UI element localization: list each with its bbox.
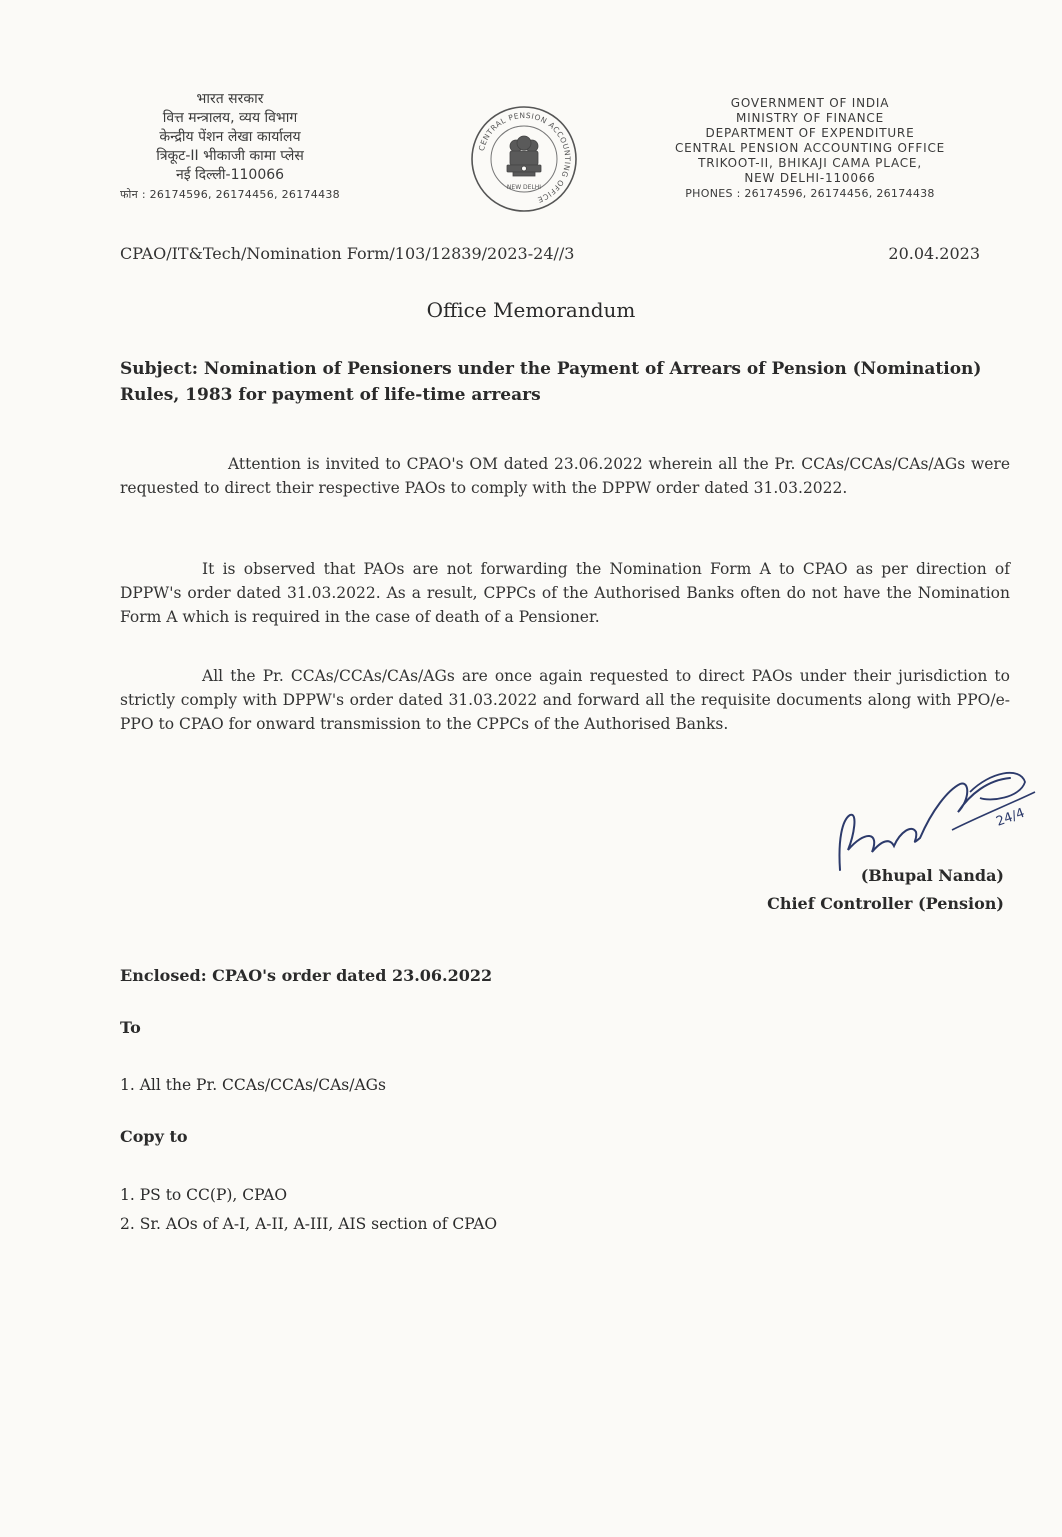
seal-ring-text: CENTRAL PENSION ACCOUNTING OFFICE	[476, 110, 573, 205]
english-line-2: MINISTRY OF FINANCE	[736, 111, 884, 125]
signature-initial-date: 24/4	[994, 805, 1027, 830]
memo-date: 20.04.2023	[888, 244, 980, 263]
signatory-name: (Bhupal Nanda)	[860, 866, 1004, 885]
hindi-phones: फोन : 26174596, 26174456, 26174438	[120, 188, 340, 201]
english-letterhead	[600, 96, 1020, 201]
reference-line	[120, 244, 980, 263]
hindi-line-5: नई दिल्ली-110066	[175, 167, 285, 183]
national-emblem-icon	[507, 136, 541, 176]
to-item-1: 1. All the Pr. CCAs/CCAs/CAs/AGs	[120, 1076, 386, 1094]
english-line-3: DEPARTMENT OF EXPENDITURE	[705, 126, 915, 140]
english-line-4: CENTRAL PENSION ACCOUNTING OFFICE	[674, 141, 946, 155]
subject-line: Subject: Nomination of Pensioners under the Payment of Arrears of Pension (Nomination) Rules, 1983 for payment of life-time arrears	[120, 359, 982, 405]
signatory-designation: Chief Controller (Pension)	[767, 894, 1004, 913]
to-list	[120, 1076, 386, 1094]
signatory-block	[600, 862, 1004, 918]
copy-to-label: Copy to	[120, 1127, 188, 1146]
copy-to-item-1: 1. PS to CC(P), CPAO	[120, 1186, 288, 1204]
english-line-1: GOVERNMENT OF INDIA	[730, 96, 890, 110]
english-line-5: TRIKOOT-II, BHIKAJI CAMA PLACE,	[698, 156, 922, 170]
body-paragraph-1: Attention is invited to CPAO's OM dated 23.06.2022 wherein all the Pr. CCAs/CCAs/CAs/AGs were requested to direct their respective PAOs to comply with the DPPW order dated 31.03.2022.	[120, 454, 1010, 497]
english-phones: PHONES : 26174596, 26174456, 26174438	[685, 187, 935, 200]
body-paragraph-3: All the Pr. CCAs/CCAs/CAs/AGs are once again requested to direct PAOs under their jurisdiction to strictly comply with DPPW's order dated 31.03.2022 and forward all the requisite documents along with PPO/e-PPO to CPAO for onward transmission to the CPPCs of the Authorised Banks.	[120, 666, 1010, 733]
copy-to-item-2: 2. Sr. AOs of A-I, A-II, A-III, AIS section of CPAO	[120, 1215, 498, 1233]
page-title: Office Memorandum	[426, 298, 636, 322]
seal-bottom-text: NEW DELHI	[506, 184, 542, 191]
hindi-letterhead	[70, 90, 390, 204]
to-label: To	[120, 1018, 141, 1037]
enclosure-note: Enclosed: CPAO's order dated 23.06.2022	[120, 966, 493, 985]
hindi-line-3: केन्द्रीय पेंशन लेखा कार्यालय	[159, 129, 301, 145]
reference-number: CPAO/IT&Tech/Nomination Form/103/12839/2023-24//3	[120, 244, 575, 263]
hindi-line-4: त्रिकूट-II भीकाजी कामा प्लेस	[156, 148, 304, 164]
hindi-line-1: भारत सरकार	[196, 91, 264, 107]
hindi-line-2: वित्त मन्त्रालय, व्यय विभाग	[162, 110, 298, 126]
english-line-6: NEW DELHI-110066	[744, 171, 876, 185]
body-paragraph-2: It is observed that PAOs are not forwarding the Nomination Form A to CPAO as per direction of DPPW's order dated 31.03.2022. As a result, CPPCs of the Authorised Banks often do not have the Nomination Form A which is required in the case of death of a Pensioner.	[120, 559, 1010, 626]
cpao-seal	[458, 105, 590, 213]
copy-to-list	[120, 1181, 497, 1239]
